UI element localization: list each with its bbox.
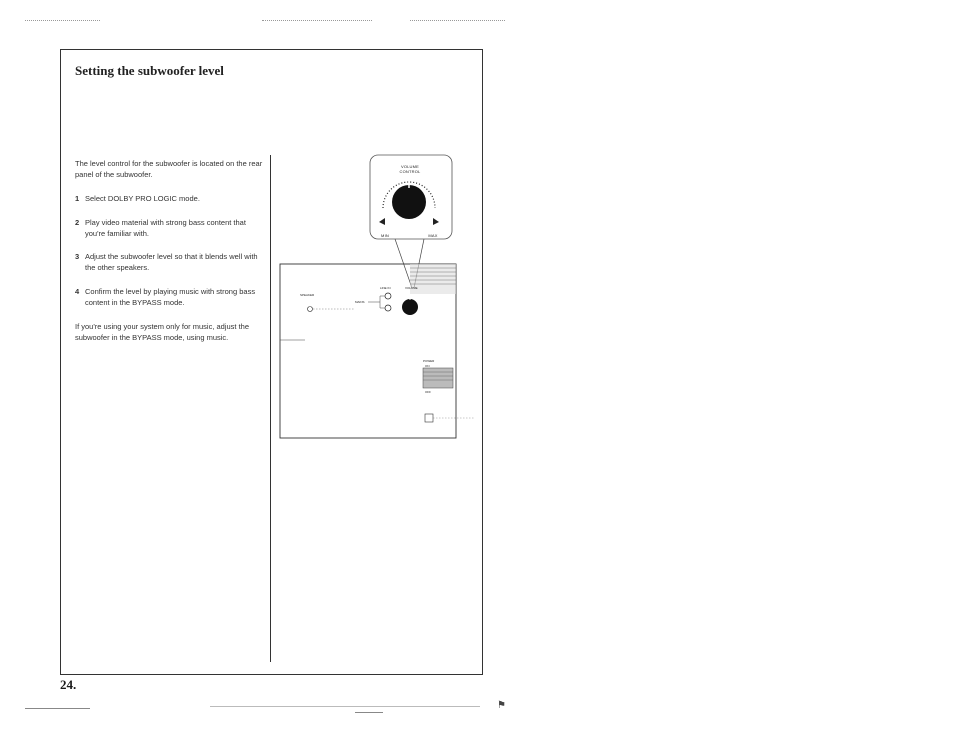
step-4-number: 4	[75, 287, 80, 296]
top-dash-left	[25, 20, 100, 21]
step-3-number: 3	[75, 252, 80, 261]
subwoofer-diagram	[275, 150, 490, 450]
bottom-rule-short	[355, 712, 383, 713]
step-3-text: Adjust the subwoofer level so that it blends well with the other speakers.	[85, 252, 258, 272]
on-label: ON	[425, 364, 430, 368]
outro-paragraph: If you're using your system only for music, adjust the subwoofer in the BYPASS mode, using music.	[75, 322, 250, 342]
column-divider	[270, 155, 271, 662]
step-1-number: 1	[75, 194, 80, 203]
page-number: 24.	[60, 677, 77, 692]
speaker-label: SPEAKER	[300, 293, 315, 297]
min-label: MIN	[381, 233, 389, 238]
mains-label: MAINS	[355, 300, 365, 304]
page-title: Setting the subwoofer level	[75, 63, 224, 78]
power-label: POWER	[423, 359, 435, 363]
subwoofer-diagram-art	[275, 150, 490, 450]
bottom-rule-mid	[210, 706, 480, 707]
intro-paragraph: The level control for the subwoofer is located on the rear panel of the subwoofer.	[75, 159, 263, 179]
step-4-text: Confirm the level by playing music with strong bass content in the BYPASS mode.	[85, 287, 256, 307]
max-label: MAX	[428, 233, 438, 238]
top-dash-mid	[262, 20, 372, 21]
volume-label: VOLUME	[405, 286, 418, 290]
corner-mark-icon: ⚑	[497, 700, 506, 711]
line-in-label: LINE IN	[380, 286, 391, 290]
volume-control-label: VOLUME CONTROL	[399, 164, 421, 174]
top-dash-right	[410, 20, 505, 21]
step-2-number: 2	[75, 218, 80, 227]
bottom-rule-left	[25, 708, 90, 709]
step-1-text: Select DOLBY PRO LOGIC mode.	[85, 194, 200, 203]
off-label: OFF	[425, 390, 431, 394]
step-2-text: Play video material with strong bass content that you're familiar with.	[85, 218, 246, 238]
